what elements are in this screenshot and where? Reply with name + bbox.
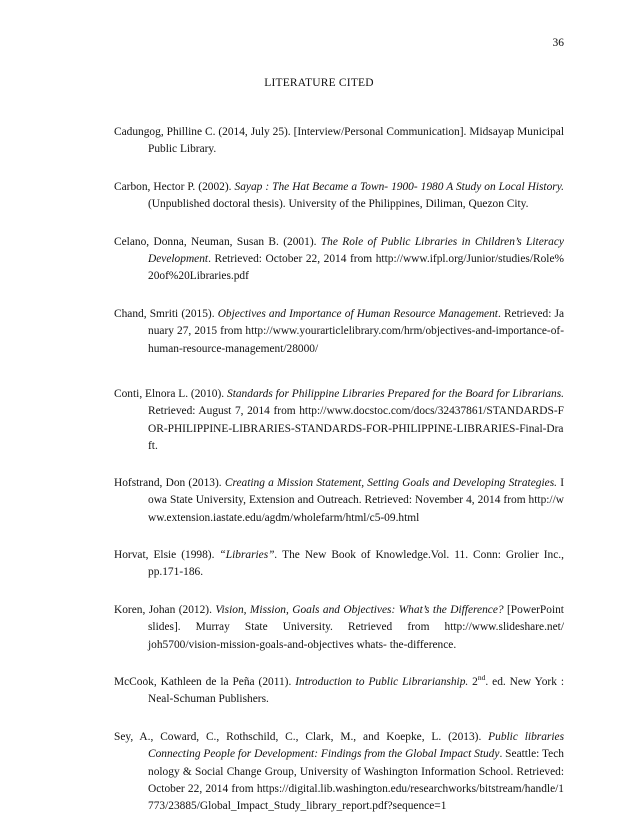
reference-entry <box>114 547 564 582</box>
reference-author-year: Conti, Elnora L. (2010). <box>114 388 227 401</box>
reference-author-year: Hofstrand, Don (2013). <box>114 476 225 489</box>
reference-author-year: Chand, Smriti (2015). <box>114 307 218 320</box>
reference-title: The Role of Public Libraries in Children’s Literacy Development <box>148 235 564 266</box>
reference-entry <box>114 386 564 456</box>
reference-author-year: Celano, Donna, Neuman, Susan B. (2001). <box>114 235 321 248</box>
reference-details: . ed. New York : Neal-Schuman Publishers. <box>148 675 565 706</box>
reference-title: Introduction to Public Librarianship. <box>295 675 469 688</box>
reference-author-year: Koren, Johan (2012). <box>114 603 216 616</box>
reference-entry <box>114 475 564 527</box>
reference-entry <box>114 179 564 214</box>
page-number: 36 <box>552 37 564 49</box>
reference-details: The New Book of Knowledge.Vol. 11. Conn: Grolier Inc., pp.171-186. <box>148 548 564 579</box>
reference-list <box>114 124 564 836</box>
reference-entry <box>114 602 564 654</box>
reference-title: Creating a Mission Statement, Setting Goals and Developing Strategies. <box>224 476 557 489</box>
reference-entry <box>114 124 564 159</box>
reference-entry <box>114 729 564 816</box>
reference-edition: 2 <box>468 675 478 688</box>
reference-author-year: Sey, A., Coward, C., Rothschild, C., Clark, M., and Koepke, L. (2013). <box>114 730 489 743</box>
reference-details: . Retrieved: January 27, 2015 from http://www.yourarticlelibrary.com/hrm/objectives-and-importance-of-human-resource-management/28000/ <box>148 307 565 355</box>
reference-title: Vision, Mission, Goals and Objectives: What’s the Difference? <box>215 603 504 616</box>
reference-author-year: McCook, Kathleen de la Peña (2011). <box>114 675 296 688</box>
reference-details: Retrieved: August 7, 2014 from http://www.docstoc.com/docs/32437861/STANDARDS-FOR-PHILIPPINE-LIBRARIES-STANDARDS-FOR-PHILIPPINE-LIBRARIES-Final-Draft. <box>148 405 564 453</box>
reference-entry <box>114 306 564 358</box>
reference-entry <box>114 234 564 286</box>
reference-author-year: Horvat, Elsie (1998). <box>114 548 220 561</box>
reference-details: . Retrieved: October 22, 2014 from http://www.ifpl.org/Junior/studies/Role%20of%20Libraries.pdf <box>148 253 564 283</box>
reference-details: Iowa State University, Extension and Outreach. Retrieved: November 4, 2014 from http://www.extension.iastate.edu/agdm/wholefarm/html/c5-09.html <box>148 476 564 524</box>
reference-title: Standards for Philippine Libraries Prepared for the Board for Librarians. <box>227 388 564 401</box>
reference-title: Objectives and Importance of Human Resource Management <box>217 307 498 320</box>
section-heading: LITERATURE CITED <box>264 77 374 89</box>
reference-entry <box>114 674 564 709</box>
reference-text: Cadungog, Philline C. (2014, July 25). [Interview/Personal Communication]. Midsayap Municipal Public Library. <box>114 126 564 156</box>
reference-details: . Seattle: Technology & Social Change Group, University of Washington Information School. Retrieved: October 22, 2014 from https://digital.lib.washington.edu/researchworks/bitstream/handle/1773/23885/Global_Impact_Study_library_report.pdf?sequence=1 <box>148 748 564 813</box>
reference-title: Public libraries Connecting People for Development: Findings from the Global Impact Study <box>148 730 564 761</box>
reference-title: “Libraries”. <box>219 548 278 561</box>
reference-title: Sayap : The Hat Became a Town- 1900- 1980 A Study on Local History. <box>234 180 564 193</box>
reference-details: [PowerPoint slides]. Murray State University. Retrieved from http://www.slideshare.net/ joh5700/vision-mission-goals-and-objectives whats- the-difference. <box>148 603 564 651</box>
reference-author-year: Carbon, Hector P. (2002). <box>114 180 235 193</box>
reference-details: (Unpublished doctoral thesis). University of the Philippines, Diliman, Quezon City. <box>148 198 529 211</box>
ordinal-suffix: nd <box>477 673 486 683</box>
